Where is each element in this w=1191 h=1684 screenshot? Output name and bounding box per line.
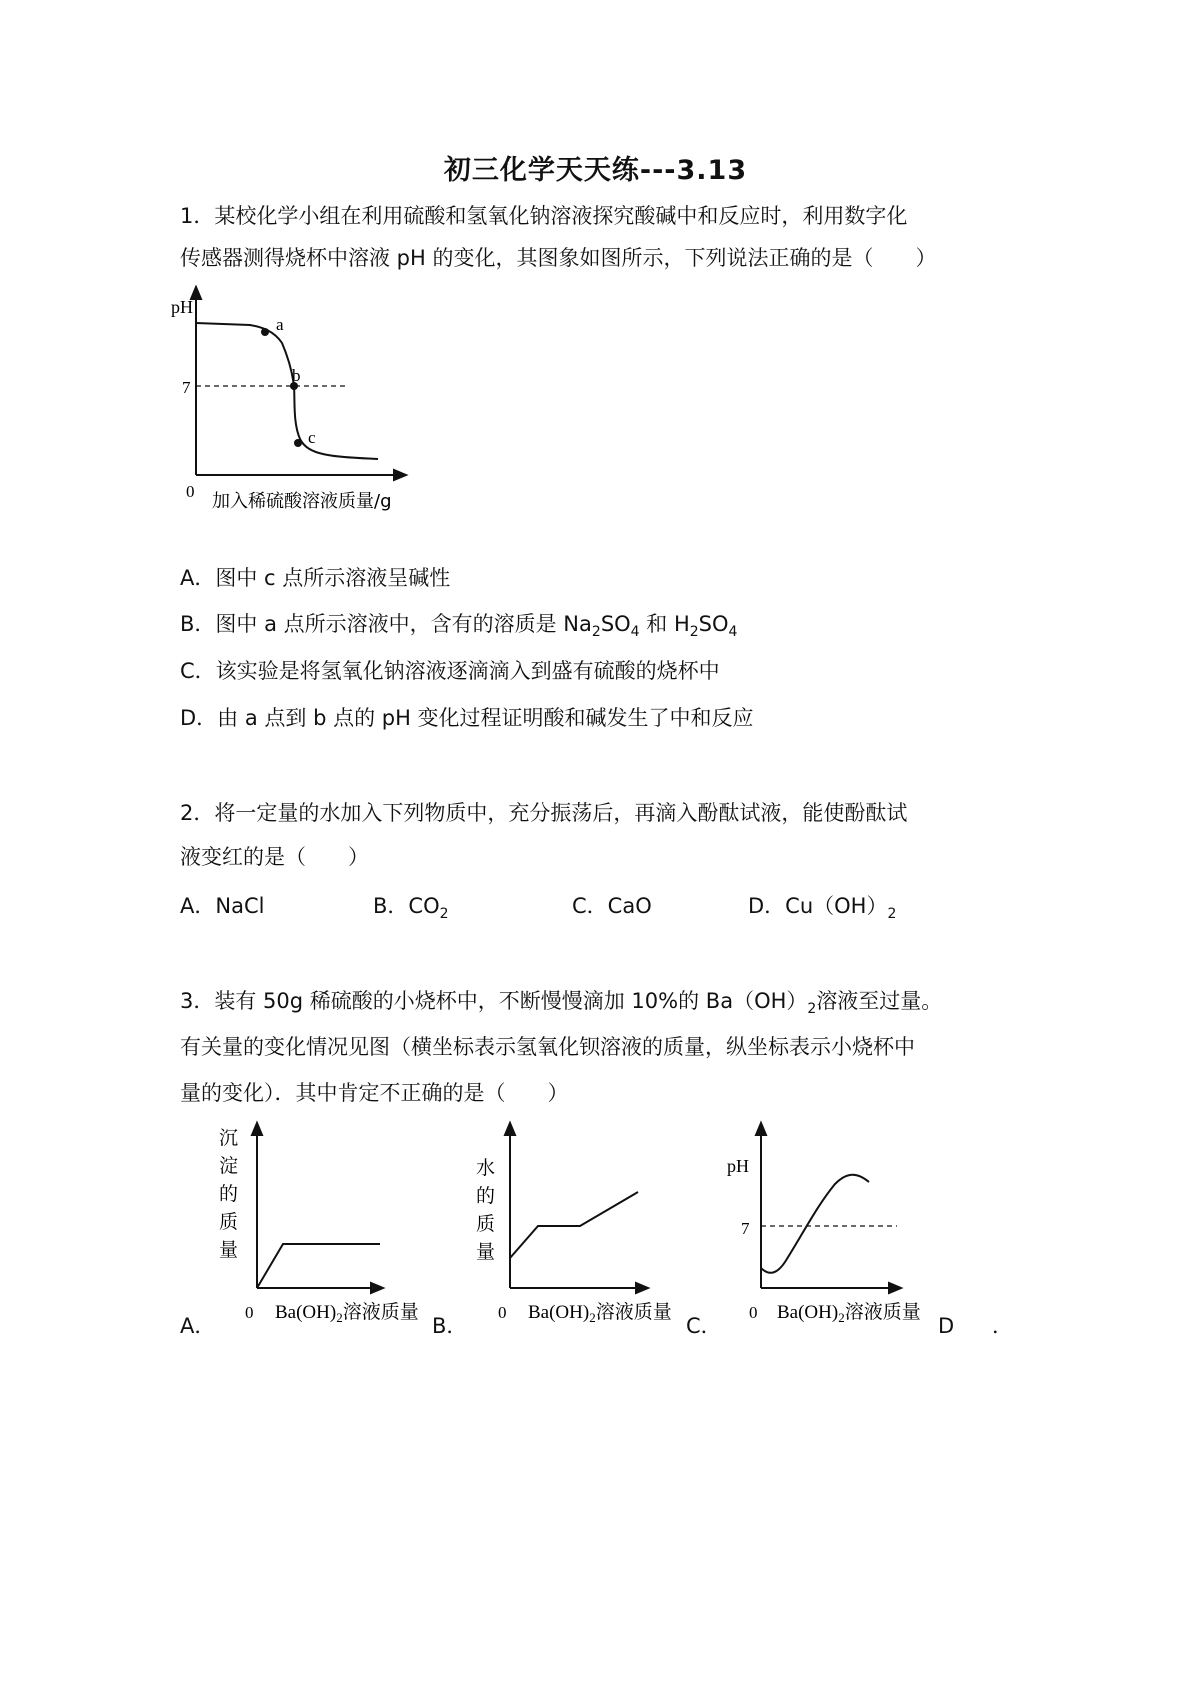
- q3-line2: 有关量的变化情况见图（横坐标表示氢氧化钡溶液的质量，纵坐标表示小烧杯中: [180, 1035, 915, 1059]
- svg-text:沉: 沉: [219, 1128, 239, 1149]
- q1-ph-graph: [170, 285, 430, 515]
- q1-line2: 传感器测得烧杯中溶液 pH 的变化，其图象如图所示，下列说法正确的是（ ）: [180, 246, 937, 270]
- svg-text:0: 0: [749, 1303, 758, 1322]
- svg-text:水: 水: [476, 1158, 496, 1179]
- q1-x-arrow: [394, 470, 406, 480]
- q3-graph-c-curve: [761, 1175, 869, 1273]
- q3-graph-a-curve: [257, 1244, 380, 1288]
- q3-graph-a: [215, 1120, 435, 1335]
- q1-label-a: a: [276, 315, 284, 334]
- svg-text:Ba(OH)2溶液质量: $Ba(OH)_2$溶液质量: [275, 1301, 419, 1325]
- q3-option-c: C．: [686, 1314, 722, 1338]
- page-title: 初三化学天天练---3.13: [443, 155, 748, 186]
- q3-graph-b: [470, 1120, 690, 1335]
- q1-option-b: B．图中 a 点所示溶液中，含有的溶质是 $Na_2SO_4$ 和 $H_2SO_4$: [180, 612, 738, 641]
- q1-option-d: D．由 a 点到 b 点的 pH 变化过程证明酸和碱发生了中和反应: [180, 706, 754, 730]
- q3-option-a: A．: [180, 1314, 216, 1338]
- q2-line1: 2．将一定量的水加入下列物质中，充分振荡后，再滴入酚酞试液，能使酚酞试: [180, 801, 908, 825]
- q3-option-d: D: [938, 1314, 955, 1338]
- q1-line1: 1．某校化学小组在利用硫酸和氢氧化钠溶液探究酸碱中和反应时，利用数字化: [180, 204, 908, 228]
- svg-text:质: 质: [476, 1214, 496, 1235]
- q1-option-c: C．该实验是将氢氧化钠溶液逐滴滴入到盛有硫酸的烧杯中: [180, 659, 720, 683]
- svg-text:Ba(OH)2溶液质量: $Ba(OH)_2$溶液质量: [528, 1301, 672, 1325]
- svg-text:的: 的: [476, 1186, 496, 1207]
- q1-option-a: A．图中 c 点所示溶液呈碱性: [180, 566, 451, 590]
- q1-point-a: [261, 328, 269, 336]
- q1-curve: [196, 323, 378, 459]
- q3-line1: 3．装有 50g 稀硫酸的小烧杯中，不断慢慢滴加 10%的 $Ba(OH)_2$溶液至过量。: [180, 989, 943, 1018]
- q3-option-b: B．: [432, 1314, 468, 1338]
- svg-text:的: 的: [219, 1184, 239, 1205]
- q1-xlabel: 加入稀硫酸溶液质量/g: [212, 491, 392, 512]
- q3-option-d-end: ．: [992, 1314, 1013, 1338]
- q2-option-b: B．$CO_2$: [373, 894, 449, 923]
- svg-text:0: 0: [245, 1303, 254, 1322]
- svg-text:质: 质: [219, 1212, 239, 1233]
- q1-ref-7: 7: [182, 378, 191, 397]
- q3-line3: 量的变化）．其中肯定不正确的是（ ）: [180, 1081, 569, 1105]
- q3-graph-b-curve: [510, 1192, 638, 1258]
- svg-text:Ba(OH)2溶液质量: $Ba(OH)_2$溶液质量: [777, 1301, 921, 1325]
- q3-graph-c: [725, 1120, 935, 1335]
- q1-ylabel: pH: [171, 297, 193, 317]
- svg-text:淀: 淀: [219, 1156, 239, 1177]
- q2-line2: 液变红的是（ ）: [180, 845, 369, 869]
- q1-label-b: b: [292, 366, 301, 385]
- svg-text:0: 0: [498, 1303, 507, 1322]
- q2-option-a: A．NaCl: [180, 894, 265, 918]
- q1-label-c: c: [308, 428, 316, 447]
- svg-text:7: 7: [741, 1219, 750, 1238]
- svg-text:pH: pH: [727, 1156, 749, 1176]
- q1-origin: 0: [186, 482, 195, 501]
- q2-option-c: C．CaO: [572, 894, 652, 918]
- q1-point-c: [294, 439, 302, 447]
- svg-text:量: 量: [219, 1240, 239, 1261]
- q2-option-d: D．$Cu(OH)_2$: [748, 894, 897, 923]
- svg-text:量: 量: [476, 1242, 496, 1263]
